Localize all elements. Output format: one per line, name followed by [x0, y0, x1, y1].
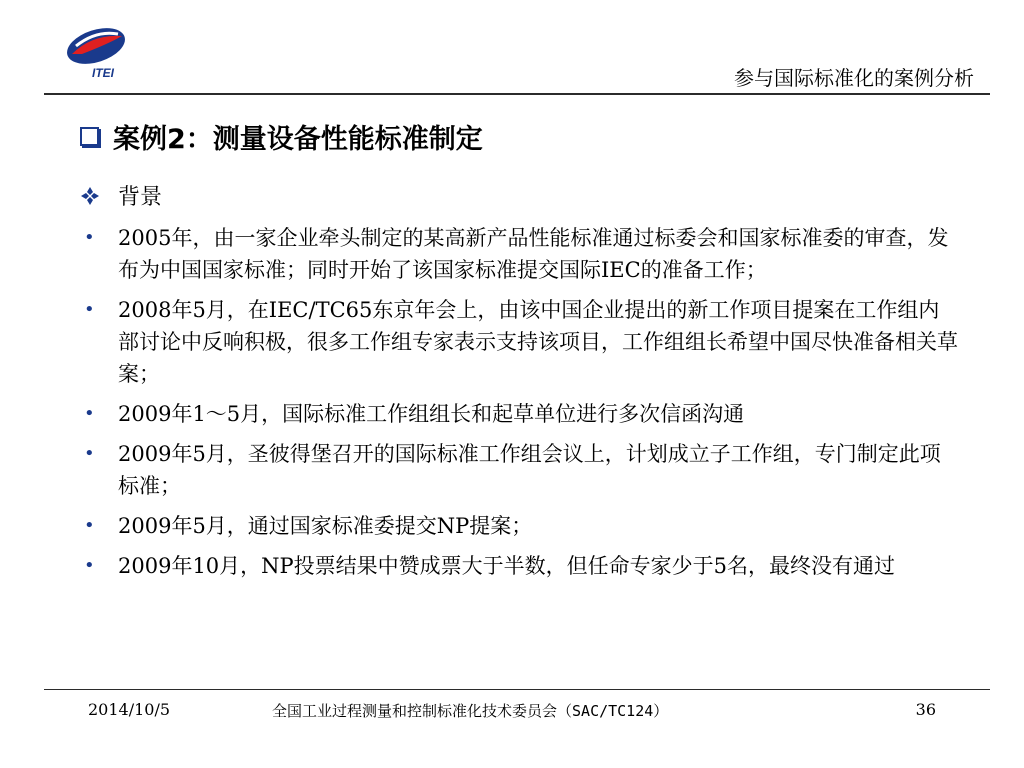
footer-organization: 全国工业过程测量和控制标准化技术委员会（SAC/TC124）	[272, 702, 669, 720]
header-title: 参与国际标准化的案例分析	[734, 66, 974, 90]
bullet-dot-icon: •	[84, 515, 95, 536]
list-item	[80, 294, 960, 390]
list-item-text: 2005年，由一家企业牵头制定的某高新产品性能标准通过标委会和国家标准委的审查，发布为中国国家标准；同时开始了该国家标准提交国际IEC的准备工作；	[118, 226, 949, 282]
list-item-text: 2009年5月，通过国家标准委提交NP提案；	[118, 514, 533, 538]
section-heading-text: 背景	[118, 185, 163, 210]
checkbox-bullet-icon	[80, 127, 99, 146]
bullet-dot-icon: •	[84, 299, 95, 320]
list-item	[80, 222, 960, 286]
footer-date: 2014/10/5	[88, 700, 171, 719]
logo-text: ITEI	[92, 66, 115, 80]
list-item	[80, 438, 960, 502]
bullet-list	[80, 222, 960, 590]
bullet-dot-icon: •	[84, 403, 95, 424]
footer-divider	[44, 689, 990, 690]
list-item	[80, 550, 960, 582]
list-item	[80, 398, 960, 430]
bullet-dot-icon: •	[84, 227, 95, 248]
itei-logo	[52, 24, 148, 82]
list-item-text: 2009年1～5月，国际标准工作组组长和起草单位进行多次信函沟通	[118, 402, 745, 426]
slide-title	[80, 117, 483, 156]
list-item	[80, 510, 960, 542]
bullet-dot-icon: •	[84, 555, 95, 576]
slide-title-text: 案例2：测量设备性能标准制定	[113, 124, 483, 155]
bullet-dot-icon: •	[84, 443, 95, 464]
header-divider	[44, 93, 990, 95]
diamond-bullet-icon	[80, 186, 100, 206]
list-item-text: 2008年5月，在IEC/TC65东京年会上，由该中国企业提出的新工作项目提案在工作组内部讨论中反响积极，很多工作组专家表示支持该项目，工作组组长希望中国尽快准备相关草案；	[118, 298, 958, 386]
list-item-text: 2009年10月，NP投票结果中赞成票大于半数，但任命专家少于5名，最终没有通过	[118, 554, 896, 578]
section-heading	[80, 180, 162, 211]
page-number: 36	[915, 700, 936, 719]
list-item-text: 2009年5月，圣彼得堡召开的国际标准工作组会议上，计划成立子工作组，专门制定此项标准；	[118, 442, 941, 498]
